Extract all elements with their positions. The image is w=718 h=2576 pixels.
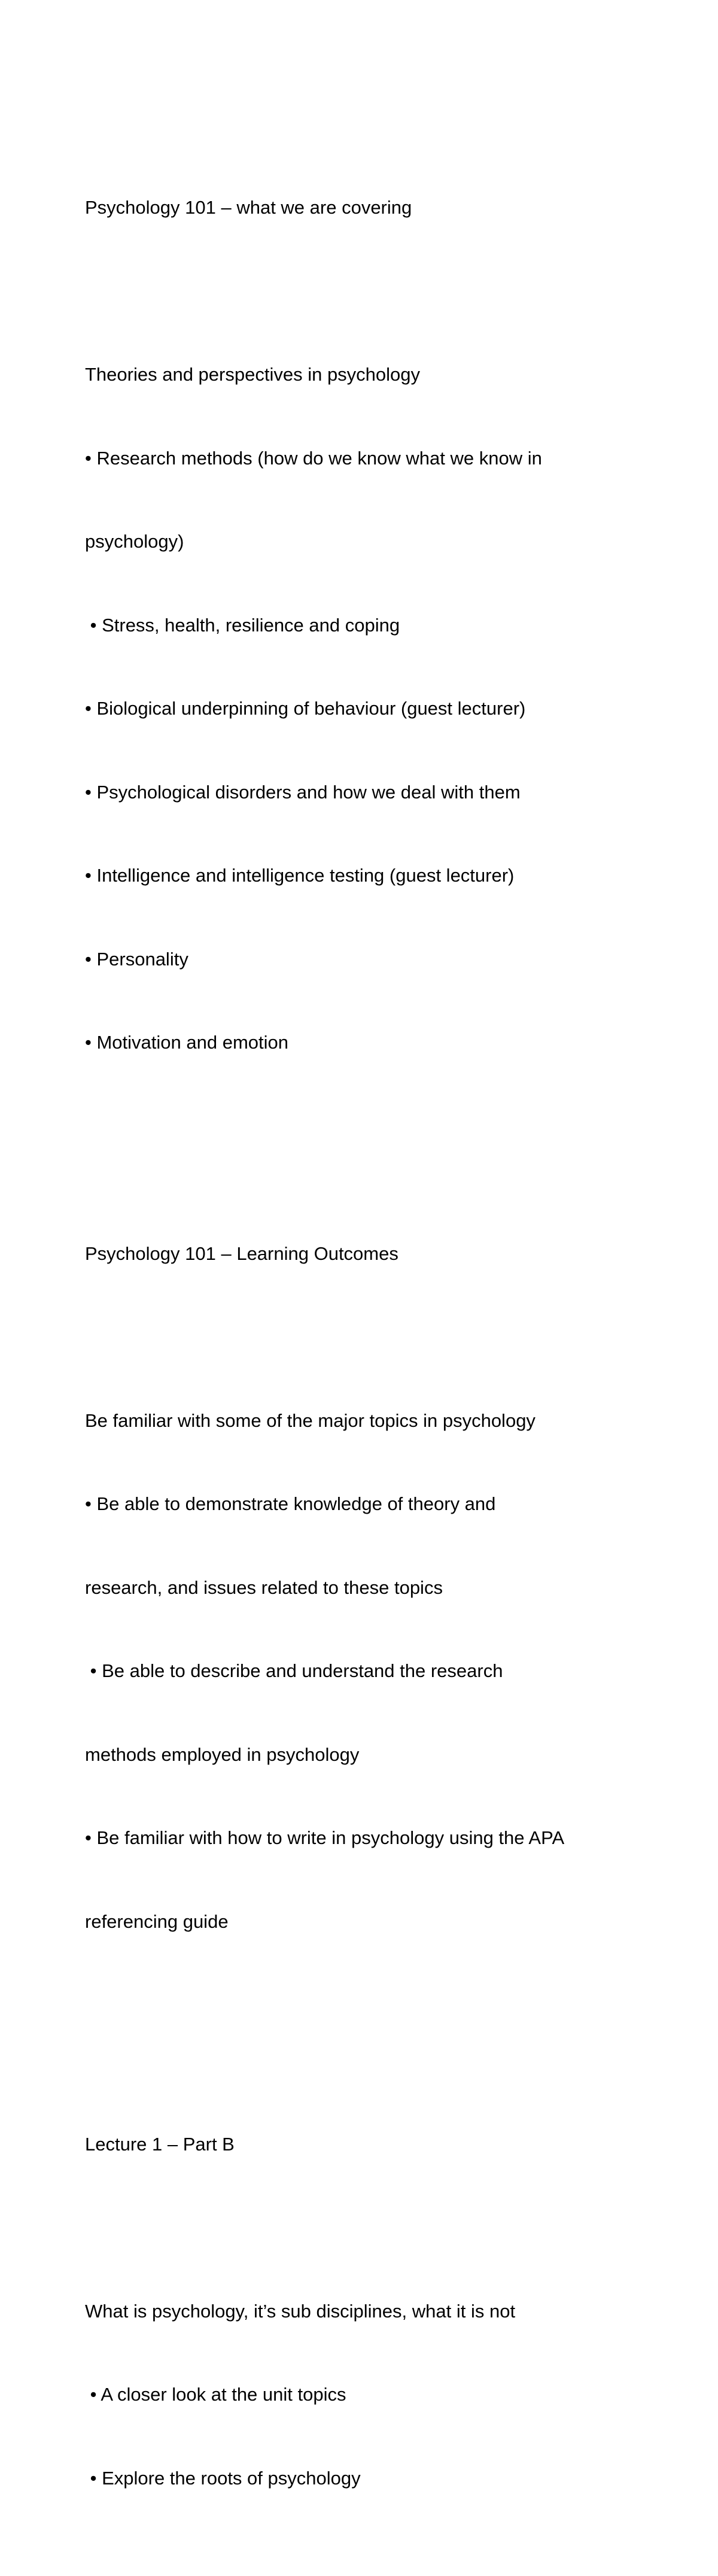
section-heading: Lecture 1 – Part B [85, 2133, 235, 2155]
spacer [85, 278, 683, 306]
bullet-item: • Be able to demonstrate knowledge of theory and [85, 1493, 496, 1514]
bullet-item: • Personality [85, 948, 188, 970]
text-line: psychology) [85, 531, 184, 552]
text-line: referencing guide [85, 1910, 229, 1932]
bullet-item: • Intelligence and intelligence testing (guest lecturer) [85, 865, 515, 886]
bullet-item: • Be able to describe and understand the research [85, 1660, 503, 1681]
text-line: research, and issues related to these topics [85, 1576, 443, 1598]
section-heading: Psychology 101 – Learning Outcomes [85, 1243, 398, 1264]
bullet-item: • Motivation and emotion [85, 1032, 288, 1053]
spacer [85, 1991, 683, 2019]
bullet-item: • Psychological disorders and how we deal with them [85, 781, 521, 803]
text-line: Theories and perspectives in psychology [85, 364, 421, 385]
bullet-item: • Research methods (how do we know what we know in [85, 447, 542, 469]
spacer [85, 1113, 683, 1129]
bullet-item: • Biological underpinning of behaviour (guest lecturer) [85, 698, 526, 719]
bullet-item: • A closer look at the unit topics [85, 2384, 346, 2405]
bullet-item: • Stress, health, resilience and coping [85, 614, 400, 636]
bullet-item: • Be familiar with how to write in psychology using the APA [85, 1827, 565, 1848]
bullet-item: • Explore the roots of psychology [85, 2467, 361, 2489]
document-body [85, 83, 683, 2576]
text-line: Be familiar with some of the major topics in psychology [85, 1409, 536, 1431]
text-line: What is psychology, it’s sub disciplines, what it is not [85, 2300, 516, 2322]
spacer [85, 1323, 683, 1351]
spacer [85, 2214, 683, 2242]
text-line: methods employed in psychology [85, 1743, 360, 1765]
section-heading: Psychology 101 – what we are covering [85, 197, 412, 218]
